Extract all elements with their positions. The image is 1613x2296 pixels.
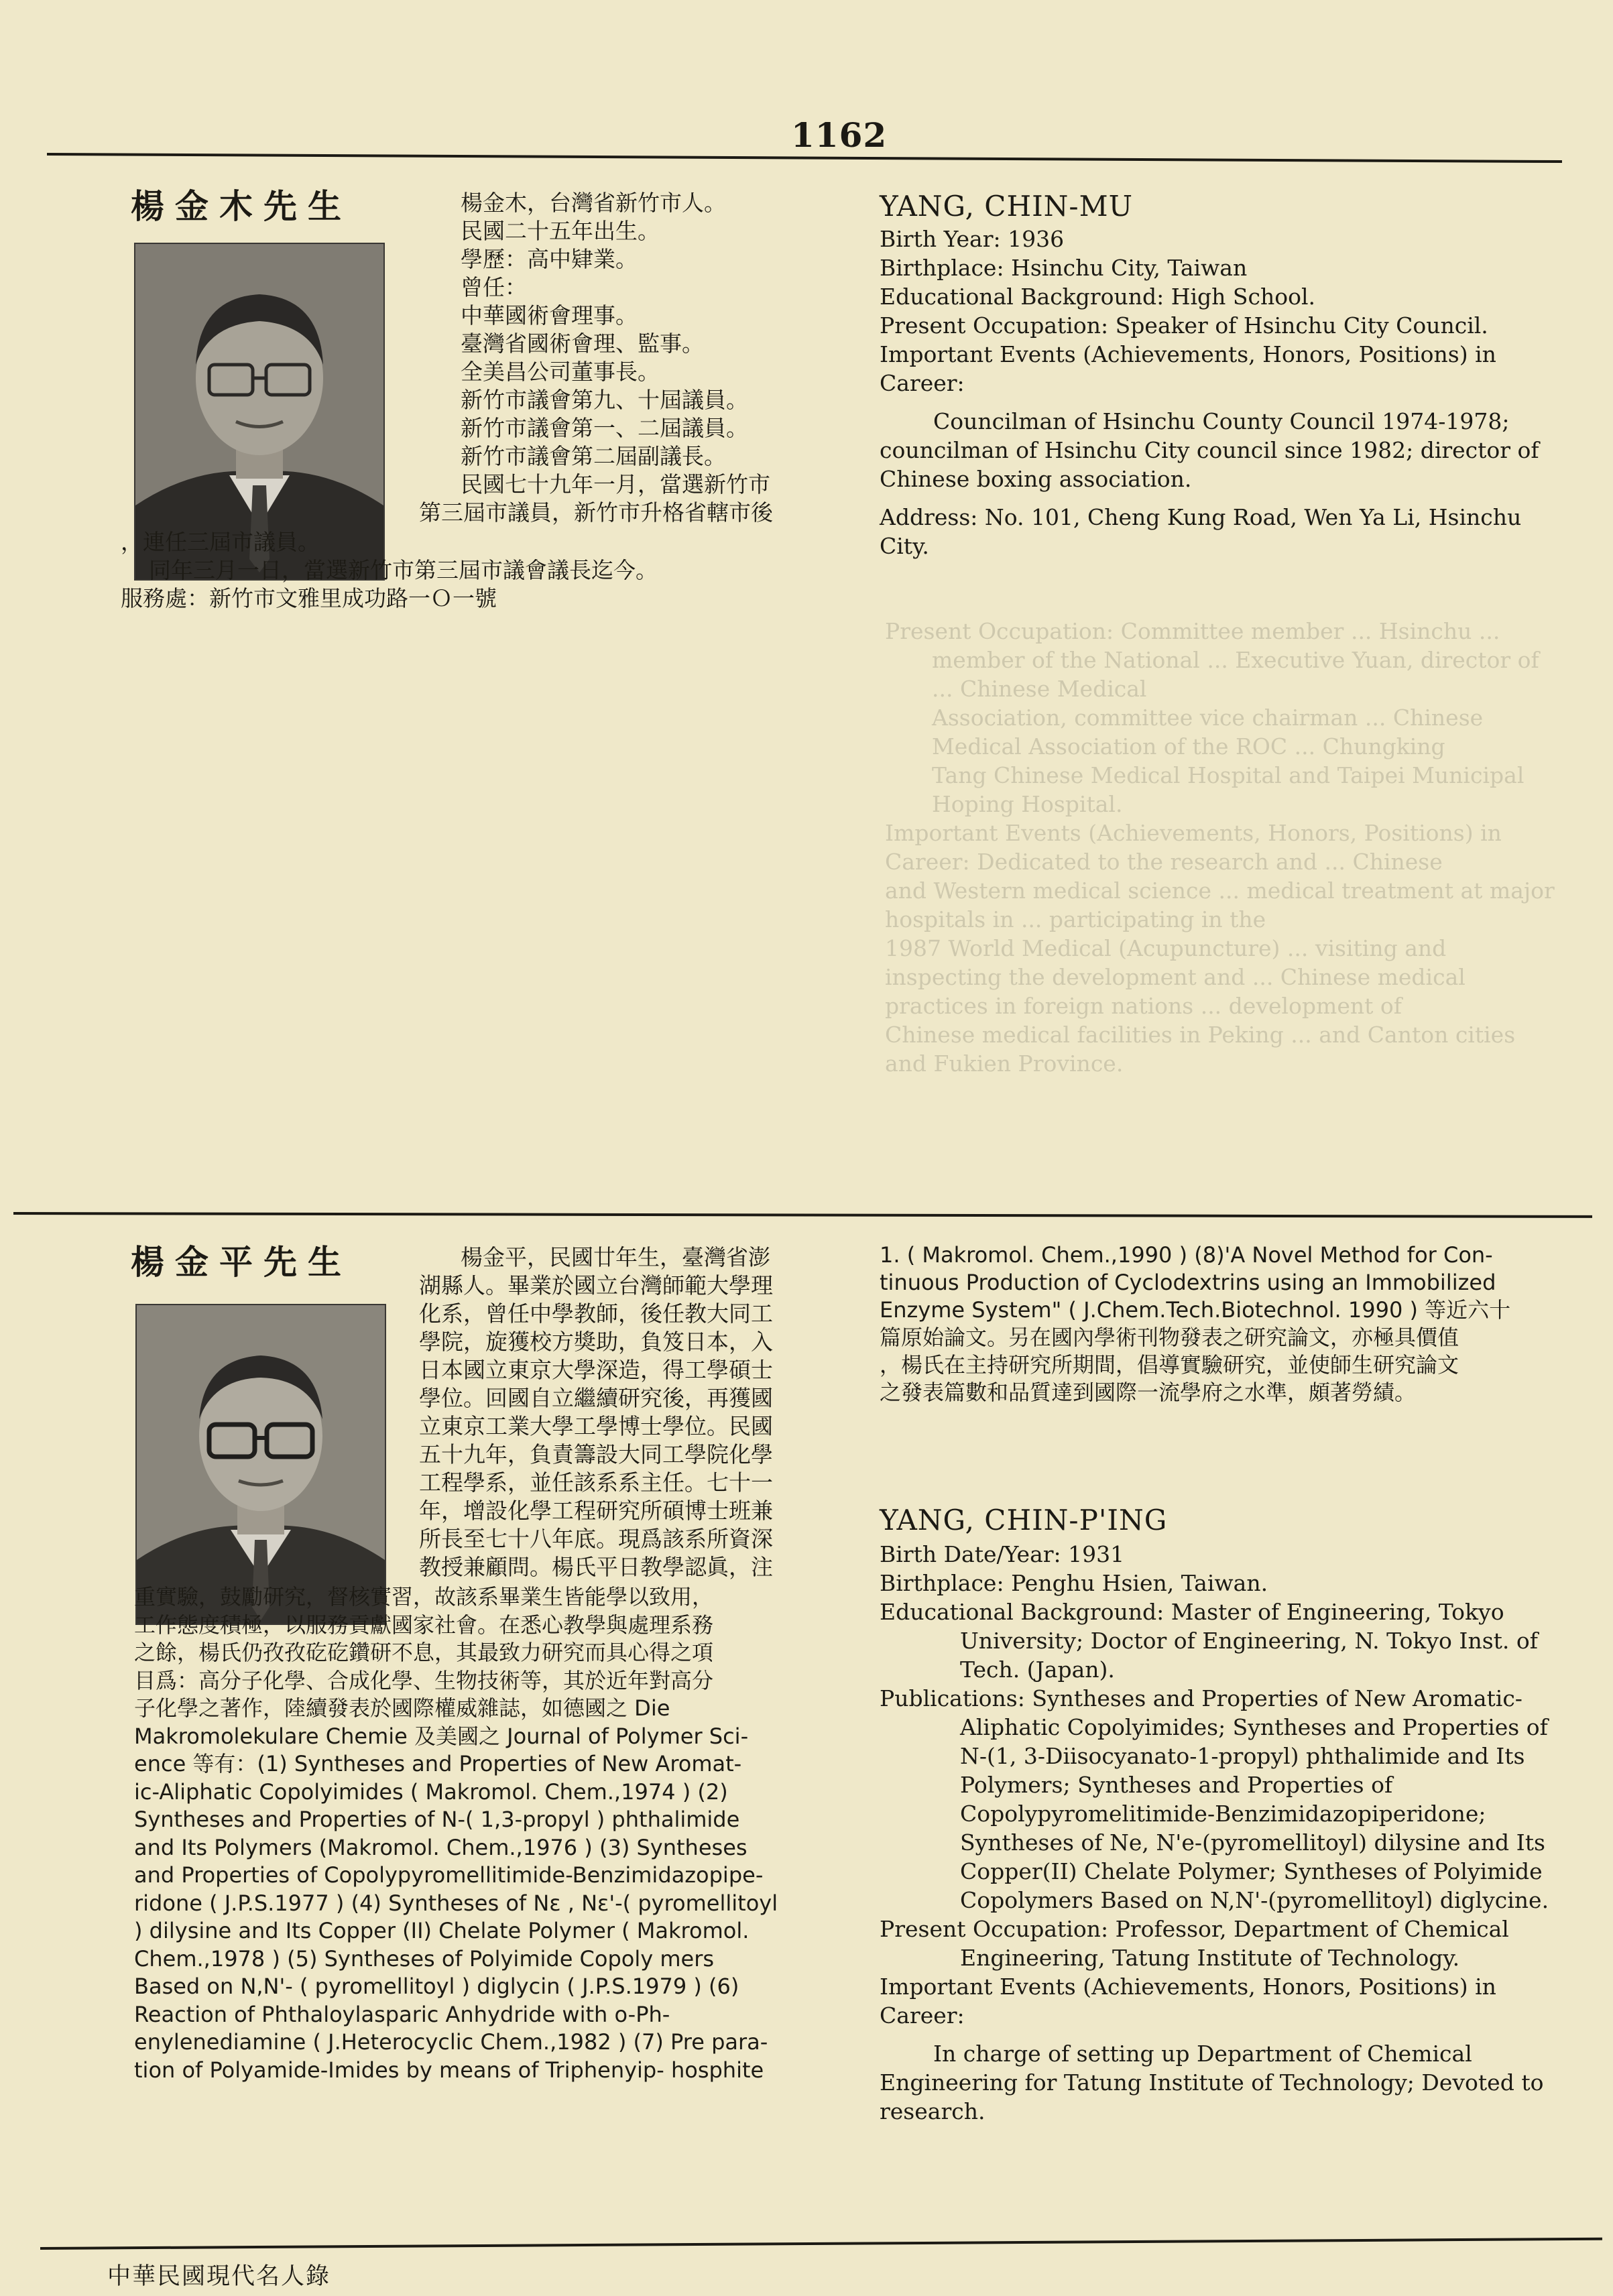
bio-line: Chem.,1978 ) (5) Syntheses of Polyimide Copoly mers	[134, 1945, 715, 1972]
footer-book-title: 中華民國現代名人錄	[107, 2263, 331, 2290]
bio-line: 新竹市議會第一、二屆議員。	[461, 415, 748, 441]
bio-line: ridone ( J.P.S.1977 ) (4) Syntheses of Nε , Nε'-( pyromellitoyl	[134, 1890, 778, 1916]
bleed-through-line: Important Events (Achievements, Honors, Positions) in Career: Dedicated to the research and ... Chinese	[885, 820, 1502, 875]
bio-line: Syntheses and Properties of N-( 1,3-propyl ) phthalimide	[134, 1807, 740, 1832]
bio-line: enylenediamine ( J.Heterocyclic Chem.,1982 ) (7) Pre para-	[134, 2029, 768, 2055]
bio-line: 楊金木，台灣省新竹市人。	[461, 190, 726, 216]
portrait-illustration	[137, 1305, 385, 1624]
bio-line: Enzyme System" ( J.Chem.Tech.Biotechnol. 1990 ) 等近六十	[880, 1297, 1511, 1323]
events-text: In charge of setting up Department of Chemical Engineering for Tatung Institute of Technology; Devoted to research.	[880, 2041, 1544, 2124]
bio-line: 之餘，楊氏仍孜孜矻矻鑽研不息，其最致力研究而具心得之項	[134, 1640, 714, 1665]
publications: Publications: Syntheses and Properties of New Aromatic-Aliphatic Copolyimides; Syntheses and Properties of N-(1, 3-Diisocyanato-1-propyl) phthalimide and Its Polymers; Syntheses and Properties of Copolypyromelitimide-Benzimidazopiperidone; Syntheses of Ne, N'e-(pyromellitoyl) dilysine and Its Copper(II) Chelate Polymer; Syntheses of Polyimide Copolymers Based on N,N'-(pyromellitoyl) diglycine.	[880, 1685, 1549, 1913]
bio-line: ic-Aliphatic Copolyimides ( Makromol. Chem.,1974 ) (2)	[134, 1778, 728, 1805]
bio-line: 湖縣人。畢業於國立台灣師範大學理	[419, 1272, 773, 1298]
bio-line: 曾任：	[461, 274, 527, 300]
bio-line: 子化學之著作，陸續發表於國際權威雜誌，如德國之 Die	[134, 1695, 670, 1721]
bio-line: 工程學系，並任該系系主任。七十一	[419, 1469, 773, 1496]
events-label: Important Events (Achievements, Honors, Positions) in Career:	[880, 1974, 1496, 2029]
address: Address: No. 101, Cheng Kung Road, Wen Ya Li, Hsinchu City.	[880, 504, 1522, 559]
bio-line: 目爲：高分子化學、合成化學、生物技術等，其於近年對高分	[134, 1667, 714, 1693]
bleed-through-line: member of the National ... Executive Yuan, director of ... Chinese Medical	[932, 647, 1539, 702]
bio-line: 之發表篇數和品質達到國際一流學府之水準，頗著勞績。	[880, 1380, 1417, 1405]
bio-line: 新竹市議會第九、十屆議員。	[461, 387, 748, 413]
entry2-bio-continuation	[880, 1242, 1510, 1406]
bio-line: 民國二十五年出生。	[461, 218, 660, 244]
bio-line: 學院，旋獲校方獎助，負笈日本，入	[419, 1329, 773, 1355]
bio-line: 日本國立東京大學深造，得工學碩士	[419, 1357, 773, 1383]
bio-line: Based on N,N'- ( pyromellitoyl ) diglycin ( J.P.S.1979 ) (6)	[134, 1974, 739, 1999]
bleed-through-line: 1987 World Medical (Acupuncture) ... visiting and inspecting the development and ... Chinese medical practices in foreign nations ... development of	[885, 935, 1466, 1019]
entry1-chinese-bio-column	[419, 189, 773, 527]
entry1-chinese-bio-full	[121, 528, 658, 613]
bleed-through-line: Chinese medical facilities in Peking ... and Canton cities and Fukien Province.	[885, 1022, 1516, 1077]
bio-line: 學位。回國自立繼續研究後，再獲國	[419, 1385, 773, 1411]
bleed-through-line: Tang Chinese Medical Hospital and Taipei Municipal Hoping Hospital.	[932, 762, 1525, 817]
entry1-english-name: YANG, CHIN-MU	[880, 190, 1133, 223]
bio-line: 楊金平，民國廿年生，臺灣省澎	[461, 1244, 770, 1270]
bio-line: ence 等有：(1) Syntheses and Properties of New Aromat-	[134, 1751, 742, 1776]
bio-line: ，連任三屆市議員。	[121, 529, 320, 555]
events-text: Councilman of Hsinchu County Council 1974-1978; councilman of Hsinchu City council since 1982; director of Chinese boxing association.	[880, 408, 1539, 492]
bio-line: 年，增設化學工程研究所碩博士班兼	[419, 1498, 773, 1524]
events-label: Important Events (Achievements, Honors, Positions) in Career:	[880, 341, 1496, 396]
entry2-english-name: YANG, CHIN-P'ING	[880, 1504, 1168, 1536]
entry1-english-bio	[880, 225, 1560, 560]
section-divider	[13, 1212, 1592, 1218]
bio-line: 臺灣省國術會理、監事。	[461, 330, 704, 357]
page-number: 1162	[791, 115, 888, 155]
bio-line: 中華國術會理事。	[461, 302, 638, 328]
education: Educational Background: Master of Engineering, Tokyo University; Doctor of Engineering, N. Tokyo Inst. of Tech. (Japan).	[880, 1599, 1538, 1683]
bio-line: 篇原始論文。另在國內學術刊物發表之研究論文，亦極具價值	[880, 1325, 1459, 1350]
entry2-portrait-photo	[135, 1304, 386, 1625]
bio-line: 化系，曾任中學教師，後任教大同工	[419, 1301, 773, 1327]
occupation: Present Occupation: Speaker of Hsinchu City Council.	[880, 312, 1488, 339]
birth-year: Birth Year: 1936	[880, 226, 1065, 252]
education: Educational Background: High School.	[880, 284, 1316, 310]
bio-line: ) dilysine and Its Copper (II) Chelate Polymer ( Makromol.	[134, 1918, 750, 1943]
entry2-chinese-heading: 楊金平先生	[131, 1243, 352, 1282]
birthplace: Birthplace: Penghu Hsien, Taiwan.	[880, 1570, 1268, 1596]
bio-line: 教授兼顧問。楊氏平日教學認眞，注	[419, 1554, 773, 1580]
bio-line: 重實驗，鼓勵研究，督核實習，故該系畢業生皆能學以致用，	[134, 1584, 714, 1610]
bio-line: and Properties of Copolypyromellitimide-Benzimidazopipe-	[134, 1862, 764, 1888]
bottom-rule	[40, 2238, 1602, 2250]
entry1-chinese-heading: 楊金木先生	[131, 187, 352, 226]
bleed-through-line: and Western medical science ... medical treatment at major hospitals in ... participating in the	[885, 878, 1555, 932]
bio-line: 1. ( Makromol. Chem.,1990 ) (8)'A Novel Method for Con-	[880, 1242, 1493, 1268]
bio-line: 同年三月一日，當選新竹市第三屆市議會議長迄今。	[121, 557, 658, 583]
entry2-chinese-bio-full	[134, 1583, 778, 2084]
bio-line: 學歷：高中肄業。	[461, 246, 638, 272]
bio-line: tion of Polyamide-Imides by means of Triphenyip- hosphite	[134, 2057, 764, 2083]
bio-line: 所長至七十八年底。現爲該系所資深	[419, 1526, 773, 1552]
bio-line: and Its Polymers (Makromol. Chem.,1976 ) (3) Syntheses	[134, 1834, 748, 1860]
bio-line: 新竹市議會第二屆副議長。	[461, 443, 726, 469]
bio-line: 全美昌公司董事長。	[461, 359, 660, 385]
bio-line: 立東京工業大學工學博士學位。民國	[419, 1413, 773, 1439]
bleed-through-line: Association, committee vice chairman ... Chinese Medical Association of the ROC ... Chungking	[932, 705, 1484, 760]
bio-line: 工作態度積極，以服務貢獻國家社會。在悉心教學與處理系務	[134, 1612, 714, 1638]
bio-line: 五十九年，負責籌設大同工學院化學	[419, 1441, 773, 1467]
bio-line: tinuous Production of Cyclodextrins using an Immobilized	[880, 1270, 1496, 1295]
birthplace: Birthplace: Hsinchu City, Taiwan	[880, 255, 1248, 281]
bio-line: 民國七十九年一月，當選新竹市	[461, 471, 770, 497]
bleed-through-text	[885, 617, 1562, 1078]
entry2-english-bio	[880, 1540, 1560, 2126]
bio-line: 服務處：新竹市文雅里成功路一Ｏ一號	[121, 585, 497, 611]
bio-line: ，楊氏在主持研究所期間，倡導實驗研究，並使師生研究論文	[880, 1352, 1459, 1378]
bio-line: Makromolekulare Chemie 及美國之 Journal of Polymer Sci-	[134, 1723, 749, 1749]
bio-line: Reaction of Phthaloylasparic Anhydride with o-Ph-	[134, 2001, 670, 2027]
occupation: Present Occupation: Professor, Department of Chemical Engineering, Tatung Institute of Technology.	[880, 1916, 1509, 1971]
entry2-chinese-bio-column	[419, 1244, 773, 1581]
birth-date: Birth Date/Year: 1931	[880, 1541, 1125, 1567]
bleed-through-line: Present Occupation: Committee member ... Hsinchu ...	[885, 618, 1500, 644]
bio-line: 第三屆市議員，新竹市升格省轄市後	[419, 499, 773, 526]
